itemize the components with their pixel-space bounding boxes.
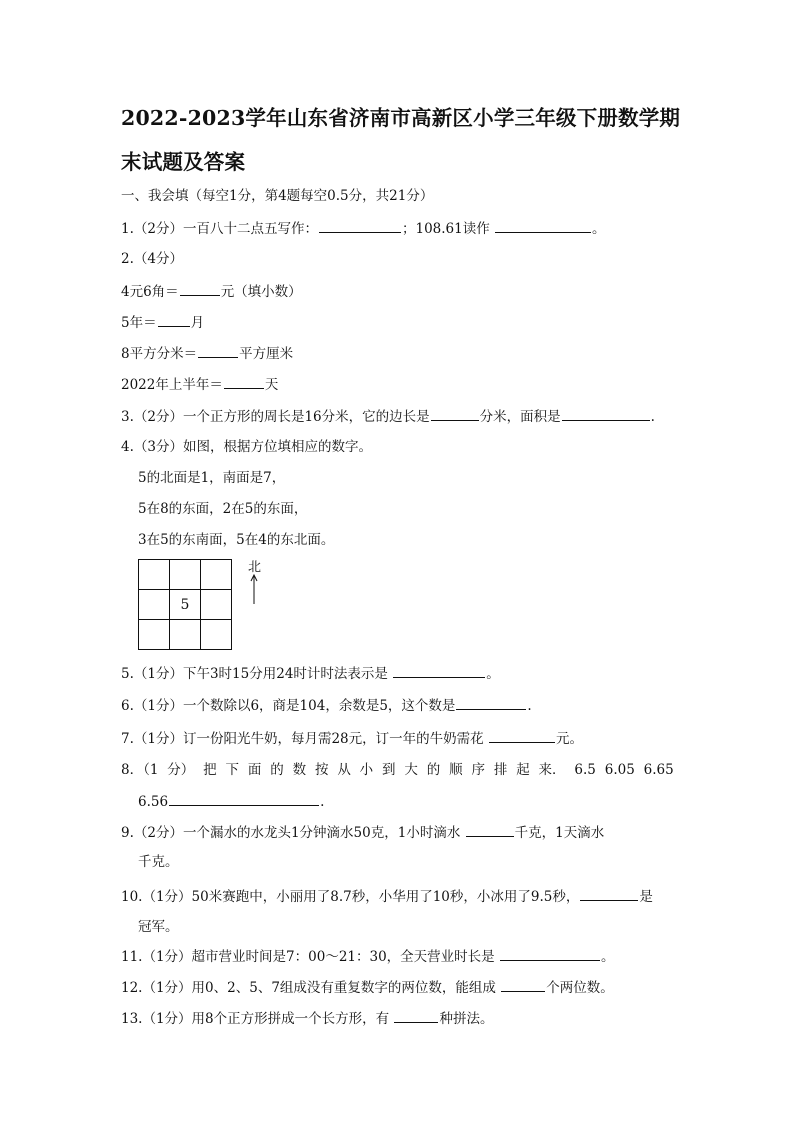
direction-grid <box>138 559 232 650</box>
question-4-clue-3: 3在5的东南面，5在4的东北面。 <box>138 532 335 548</box>
question-12: 12.（1分）用0、2、5、7组成没有重复数字的两位数，能组成 个两位数。 <box>121 980 614 996</box>
answer-blank[interactable] <box>489 729 555 743</box>
question-9-line-2: 千克。 <box>138 854 179 870</box>
grid-cell[interactable] <box>201 560 232 590</box>
question-13: 13.（1分）用8个正方形拼成一个长方形，有 种拼法。 <box>121 1011 494 1027</box>
question-2-line-1: 4元6角＝ 元（填小数） <box>121 284 302 300</box>
question-11: 11.（1分）超市营业时间是7：00～21：30，全天营业时长是 。 <box>121 949 615 965</box>
question-10-line-2: 冠军。 <box>138 919 179 935</box>
answer-blank[interactable] <box>393 664 485 678</box>
answer-blank[interactable] <box>580 887 638 901</box>
question-1: 1.（2分）一百八十二点五写作： ；108.61读作 。 <box>121 221 606 237</box>
answer-blank[interactable] <box>394 1009 438 1023</box>
answer-blank[interactable] <box>501 978 545 992</box>
answer-blank[interactable] <box>562 407 650 421</box>
question-7: 7.（1分）订一份阳光牛奶，每月需28元，订一年的牛奶需花 元。 <box>121 731 583 747</box>
answer-blank[interactable] <box>500 947 600 961</box>
section-heading: 一、我会填（每空1分，第4题每空0.5分，共21分） <box>121 188 434 204</box>
question-10: 10.（1分）50米赛跑中，小丽用了8.7秒，小华用了10秒，小冰用了9.5秒， 是 <box>121 889 653 905</box>
north-label: 北 <box>248 560 262 575</box>
question-8: 8．（1 分） 把 下 面 的 数 按 从 小 到 大 的 顺 序 排 起 来． 6.5 6.05 6.65 <box>121 762 674 778</box>
grid-cell[interactable] <box>139 620 170 650</box>
question-5: 5.（1分）下午3时15分用24时计时法表示是 。 <box>121 666 500 682</box>
page-title: 2022-2023学年山东省济南市高新区小学三年级下册数学期末试题及答案 <box>121 106 681 174</box>
answer-blank[interactable] <box>180 282 220 296</box>
question-4-head: 4.（3分）如图，根据方位填相应的数字。 <box>121 439 372 455</box>
answer-blank[interactable] <box>158 313 190 327</box>
answer-blank[interactable] <box>495 219 591 233</box>
question-2-line-3: 8平方分米＝ 平方厘米 <box>121 346 294 362</box>
question-9: 9.（2分）一个漏水的水龙头1分钟滴水50克，1小时滴水 千克，1天滴水 <box>121 825 605 841</box>
question-6: 6.（1分）一个数除以6，商是104，余数是5，这个数是 . <box>121 698 532 714</box>
answer-blank[interactable] <box>466 823 514 837</box>
question-2-line-2: 5年＝ 月 <box>121 315 205 331</box>
answer-blank[interactable] <box>198 344 238 358</box>
answer-blank[interactable] <box>169 792 319 806</box>
question-4-clue-2: 5在8的东面，2在5的东面， <box>138 501 308 517</box>
grid-cell[interactable] <box>201 590 232 620</box>
grid-cell[interactable] <box>170 560 201 590</box>
question-4-clue-1: 5的北面是1，南面是7， <box>138 470 286 486</box>
question-8-line-2: 6.56 . <box>138 794 325 810</box>
question-2-line-4: 2022年上半年＝ 天 <box>121 377 279 393</box>
grid-cell-center: 5 <box>170 590 201 620</box>
question-3: 3.（2分）一个正方形的周长是16分米，它的边长是 分米，面积是 . <box>121 409 655 425</box>
grid-cell[interactable] <box>170 620 201 650</box>
grid-cell[interactable] <box>139 560 170 590</box>
answer-blank[interactable] <box>431 407 479 421</box>
question-2-head: 2.（4分） <box>121 251 183 267</box>
grid-cell[interactable] <box>201 620 232 650</box>
answer-blank[interactable] <box>456 696 526 710</box>
answer-blank[interactable] <box>224 375 264 389</box>
grid-cell[interactable] <box>139 590 170 620</box>
north-arrow-icon <box>249 573 259 605</box>
answer-blank[interactable] <box>319 219 401 233</box>
